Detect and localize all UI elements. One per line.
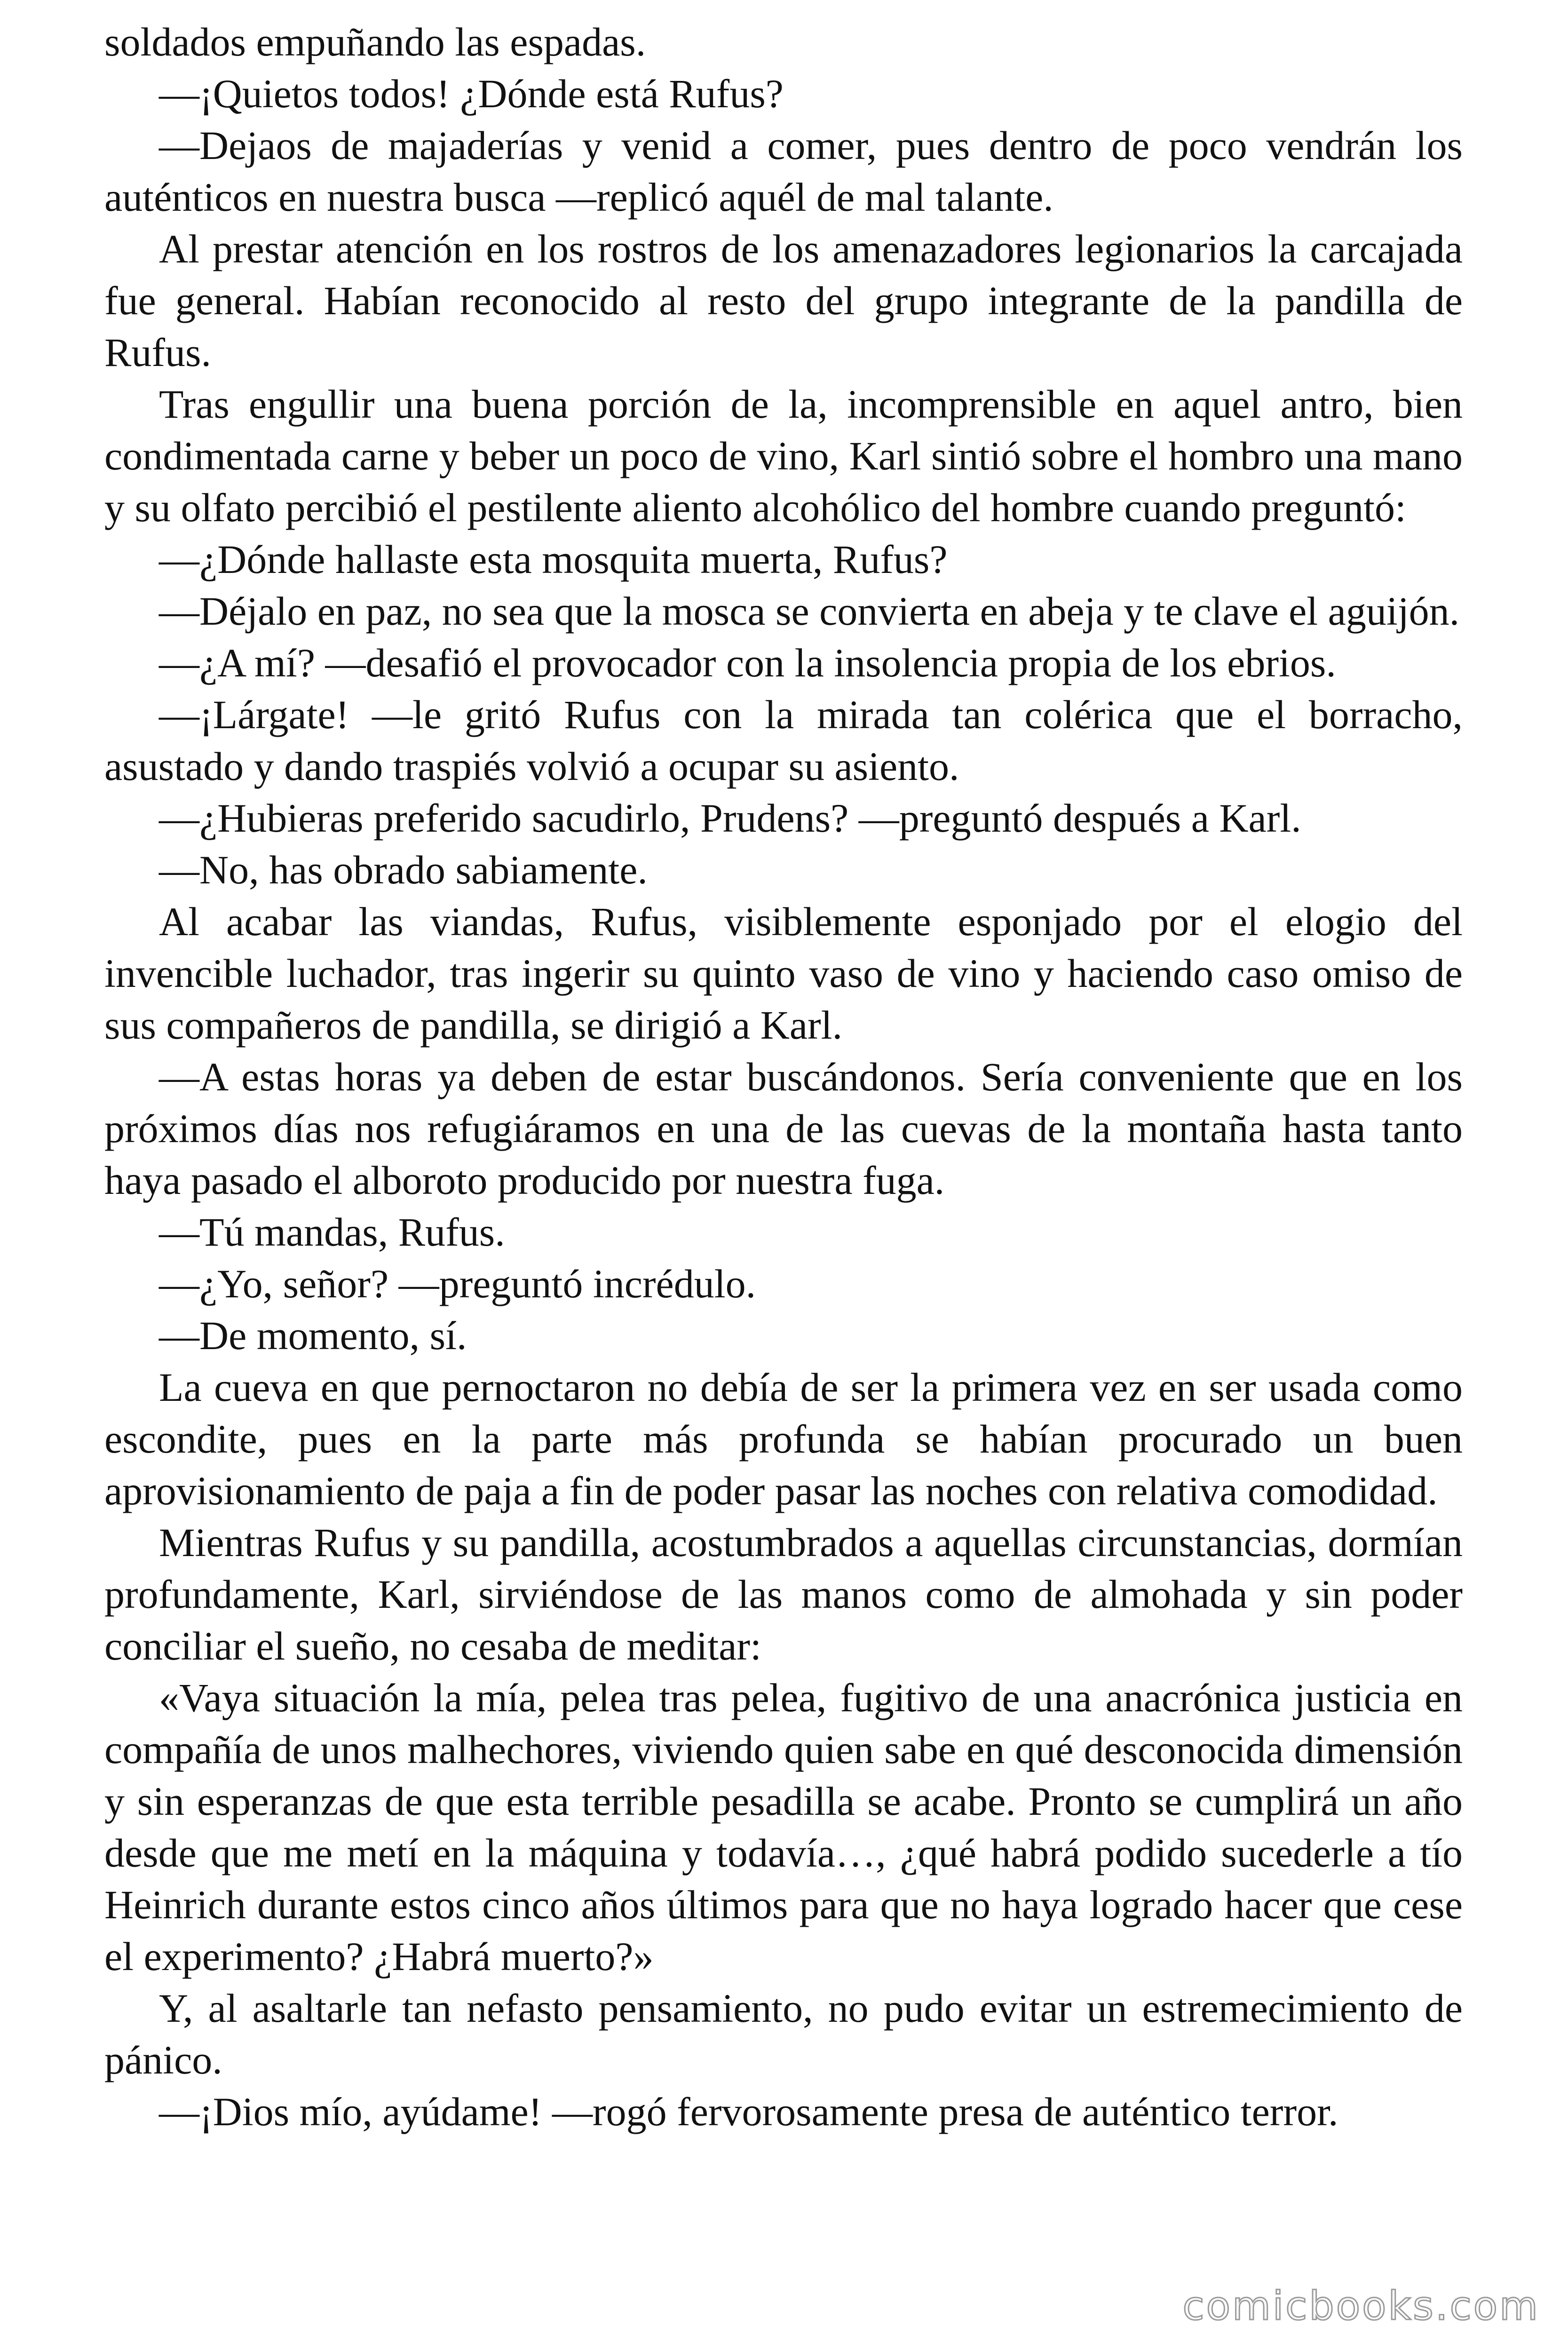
paragraph: Mientras Rufus y su pandilla, acostumbrados a aquellas circunstancias, dormían profundamente, Karl, sirviéndose de las manos como de almohada y sin poder conciliar el sueño, no cesaba de meditar:	[104, 1520, 1463, 1669]
paragraph: —A estas horas ya deben de estar buscándonos. Sería conveniente que en los próximos días nos refugiáramos en una de las cuevas de la montaña hasta tanto haya pasado el alboroto producido por nuestra fuga.	[104, 1054, 1463, 1203]
paragraph: —¿Dónde hallaste esta mosquita muerta, Rufus?	[159, 537, 948, 582]
paragraph: —¡Quietos todos! ¿Dónde está Rufus?	[159, 71, 784, 116]
paragraph: La cueva en que pernoctaron no debía de ser la primera vez en ser usada como escondite, pues en la parte más profunda se habían procurado un buen aprovisionamiento de paja a fin de poder pasar las noches con relativa comodidad.	[104, 1365, 1463, 1513]
paragraph: —¿A mí? —desafió el provocador con la insolencia propia de los ebrios.	[159, 640, 1336, 685]
watermark: comicbooks.com	[1182, 2283, 1540, 2329]
paragraph: Tras engullir una buena porción de la, incomprensible en aquel antro, bien condimentada carne y beber un poco de vino, Karl sintió sobre el hombro una mano y su olfato percibió el pestilente aliento alcohólico del hombre cuando preguntó:	[104, 381, 1463, 530]
paragraph: —¿Hubieras preferido sacudirlo, Prudens? —preguntó después a Karl.	[159, 795, 1301, 841]
paragraph: —De momento, sí.	[159, 1313, 467, 1358]
paragraph: —¿Yo, señor? —preguntó incrédulo.	[159, 1261, 756, 1306]
paragraph: —No, has obrado sabiamente.	[159, 847, 648, 892]
paragraph: Al prestar atención en los rostros de los amenazadores legionarios la carcajada fue general. Habían reconocido al resto del grupo integrante de la pandilla de Rufus.	[104, 226, 1463, 375]
paragraph: —¡Lárgate! —le gritó Rufus con la mirada tan colérica que el borracho, asustado y dando traspiés volvió a ocupar su asiento.	[104, 692, 1463, 789]
paragraph: Y, al asaltarle tan nefasto pensamiento, no pudo evitar un estremecimiento de pánico.	[104, 1986, 1463, 2082]
paragraph: —Déjalo en paz, no sea que la mosca se convierta en abeja y te clave el aguijón.	[159, 588, 1460, 634]
paragraph: «Vaya situación la mía, pelea tras pelea, fugitivo de una anacrónica justicia en compañía de unos malhechores, viviendo quien sabe en qué desconocida dimensión y sin esperanzas de que esta terrible pesadilla se acabe. Pronto se cumplirá un año desde que me metí en la máquina y todavía…, ¿qué habrá podido sucederle a tío Heinrich durante estos cinco años últimos para que no haya logrado hacer que cese el experimento? ¿Habrá muerto?»	[104, 1675, 1463, 1979]
paragraph: —¡Dios mío, ayúdame! —rogó fervorosamente presa de auténtico terror.	[159, 2089, 1338, 2134]
paragraph-continuation: soldados empuñando las espadas.	[104, 19, 646, 64]
paragraph: Al acabar las viandas, Rufus, visiblemente esponjado por el elogio del invencible luchador, tras ingerir su quinto vaso de vino y haciendo caso omiso de sus compañeros de pandilla, se dirigió a Karl.	[104, 899, 1463, 1048]
paragraph: —Tú mandas, Rufus.	[159, 1209, 505, 1255]
paragraph: —Dejaos de majaderías y venid a comer, pues dentro de poco vendrán los auténticos en nuestra busca —replicó aquél de mal talante.	[104, 123, 1463, 220]
body-text	[104, 16, 1463, 2137]
